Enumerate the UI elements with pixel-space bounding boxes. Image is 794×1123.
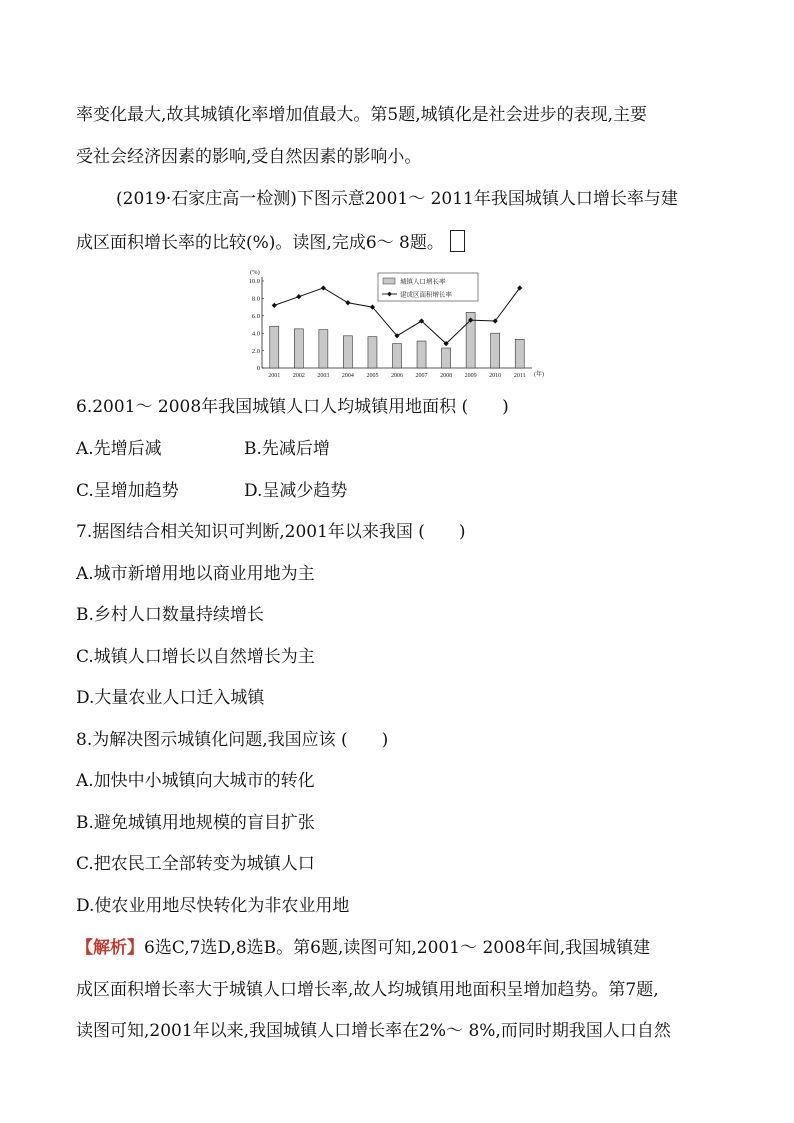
y-tick-label: 6.0: [251, 313, 260, 320]
intro-line-2: 受社会经济因素的影响,受自然因素的影响小。: [76, 147, 422, 167]
line-point: [321, 285, 326, 290]
q6-option-b: B.先减后增: [244, 439, 330, 459]
x-tick-label: 2009: [464, 373, 477, 379]
line-point: [345, 300, 350, 305]
q8-stem: 8.为解决图示城镇化问题,我国应该 ( ): [76, 730, 389, 750]
x-tick-label: 2001: [268, 373, 281, 379]
analysis-text-1: 6选C,7选D,8选B。第6题,读图可知,2001～ 2008年间,我国城镇建: [144, 938, 651, 958]
chart-legend: [378, 273, 478, 301]
x-tick-label: 2006: [391, 373, 403, 379]
legend-line-label: 建成区面积增长率: [400, 291, 452, 299]
bar: [442, 348, 451, 368]
x-tick-label: 2010: [489, 373, 502, 379]
y-unit-label: (%): [250, 269, 260, 276]
bar: [368, 337, 377, 368]
x-tick-label: 2002: [292, 373, 305, 379]
x-tick-label: 2005: [366, 373, 379, 379]
x-tick-label: 2004: [341, 373, 354, 379]
growth-rate-chart: [236, 264, 550, 380]
line-point: [272, 303, 277, 308]
x-tick-label: 2003: [317, 373, 330, 379]
question-intro-line-2: [76, 230, 465, 254]
legend-bar-swatch: [383, 278, 395, 284]
analysis-line-3: 读图可知,2001年以来,我国城镇人口增长率在2%～ 8%,而同时期我国人口自然: [76, 1021, 671, 1041]
x-tick-label: 2008: [440, 373, 453, 379]
q6-option-c: C.呈增加趋势: [76, 481, 179, 501]
y-tick-label: 10.0: [248, 278, 260, 286]
bar: [294, 329, 303, 368]
q7-option-c: C.城镇人口增长以自然增长为主: [76, 647, 315, 667]
q7-option-b: B.乡村人口数量持续增长: [76, 605, 264, 625]
q8-option-d: D.使农业用地尽快转化为非农业用地: [76, 896, 350, 916]
q7-option-d: D.大量农业人口迁入城镇: [76, 688, 265, 708]
y-tick-label: 0: [256, 365, 260, 373]
bar: [515, 339, 524, 368]
x-unit-label: (年): [534, 372, 544, 378]
y-tick-label: 8.0: [251, 295, 260, 303]
x-tick-label: 2011: [513, 373, 526, 379]
bar: [319, 330, 328, 368]
bar: [393, 344, 402, 368]
bar: [270, 326, 279, 368]
y-tick-label: 2.0: [251, 347, 260, 355]
question-intro-line-1: (2019·石家庄高一检测)下图示意2001～ 2011年我国城镇人口增长率与建: [116, 189, 678, 209]
q7-option-a: A.城市新增用地以商业用地为主: [76, 564, 315, 584]
q7-stem: 7.据图结合相关知识可判断,2001年以来我国 ( ): [76, 522, 466, 542]
y-tick-label: 4.0: [251, 330, 260, 338]
answer-box: [450, 230, 465, 252]
q6-stem: 6.2001～ 2008年我国城镇人口人均城镇用地面积 ( ): [76, 397, 509, 417]
x-tick-label: 2007: [415, 373, 428, 379]
question-intro-text: 成区面积增长率的比较(%)。读图,完成6～ 8题。: [76, 233, 444, 253]
analysis-line-1: [76, 937, 650, 959]
bar: [343, 336, 352, 368]
bar: [417, 341, 426, 368]
q8-option-c: C.把农民工全部转变为城镇人口: [76, 854, 315, 874]
intro-line-1: 率变化最大,故其城镇化率增加值最大。第5题,城镇化是社会进步的表现,主要: [76, 105, 648, 125]
legend-bar-label: 城镇人口增长率: [400, 278, 446, 286]
q6-option-a: A.先增后减: [76, 439, 162, 459]
q8-option-b: B.避免城镇用地规模的盲目扩张: [76, 813, 315, 833]
q6-option-d: D.呈减少趋势: [244, 481, 348, 501]
analysis-tag: 【解析】: [76, 938, 144, 958]
line-point: [296, 294, 301, 299]
analysis-line-2: 成区面积增长率大于城镇人口增长率,故人均城镇用地面积呈增加趋势。第7题,: [76, 980, 659, 1000]
q8-option-a: A.加快中小城镇向大城市的转化: [76, 771, 315, 791]
bar: [491, 333, 500, 368]
